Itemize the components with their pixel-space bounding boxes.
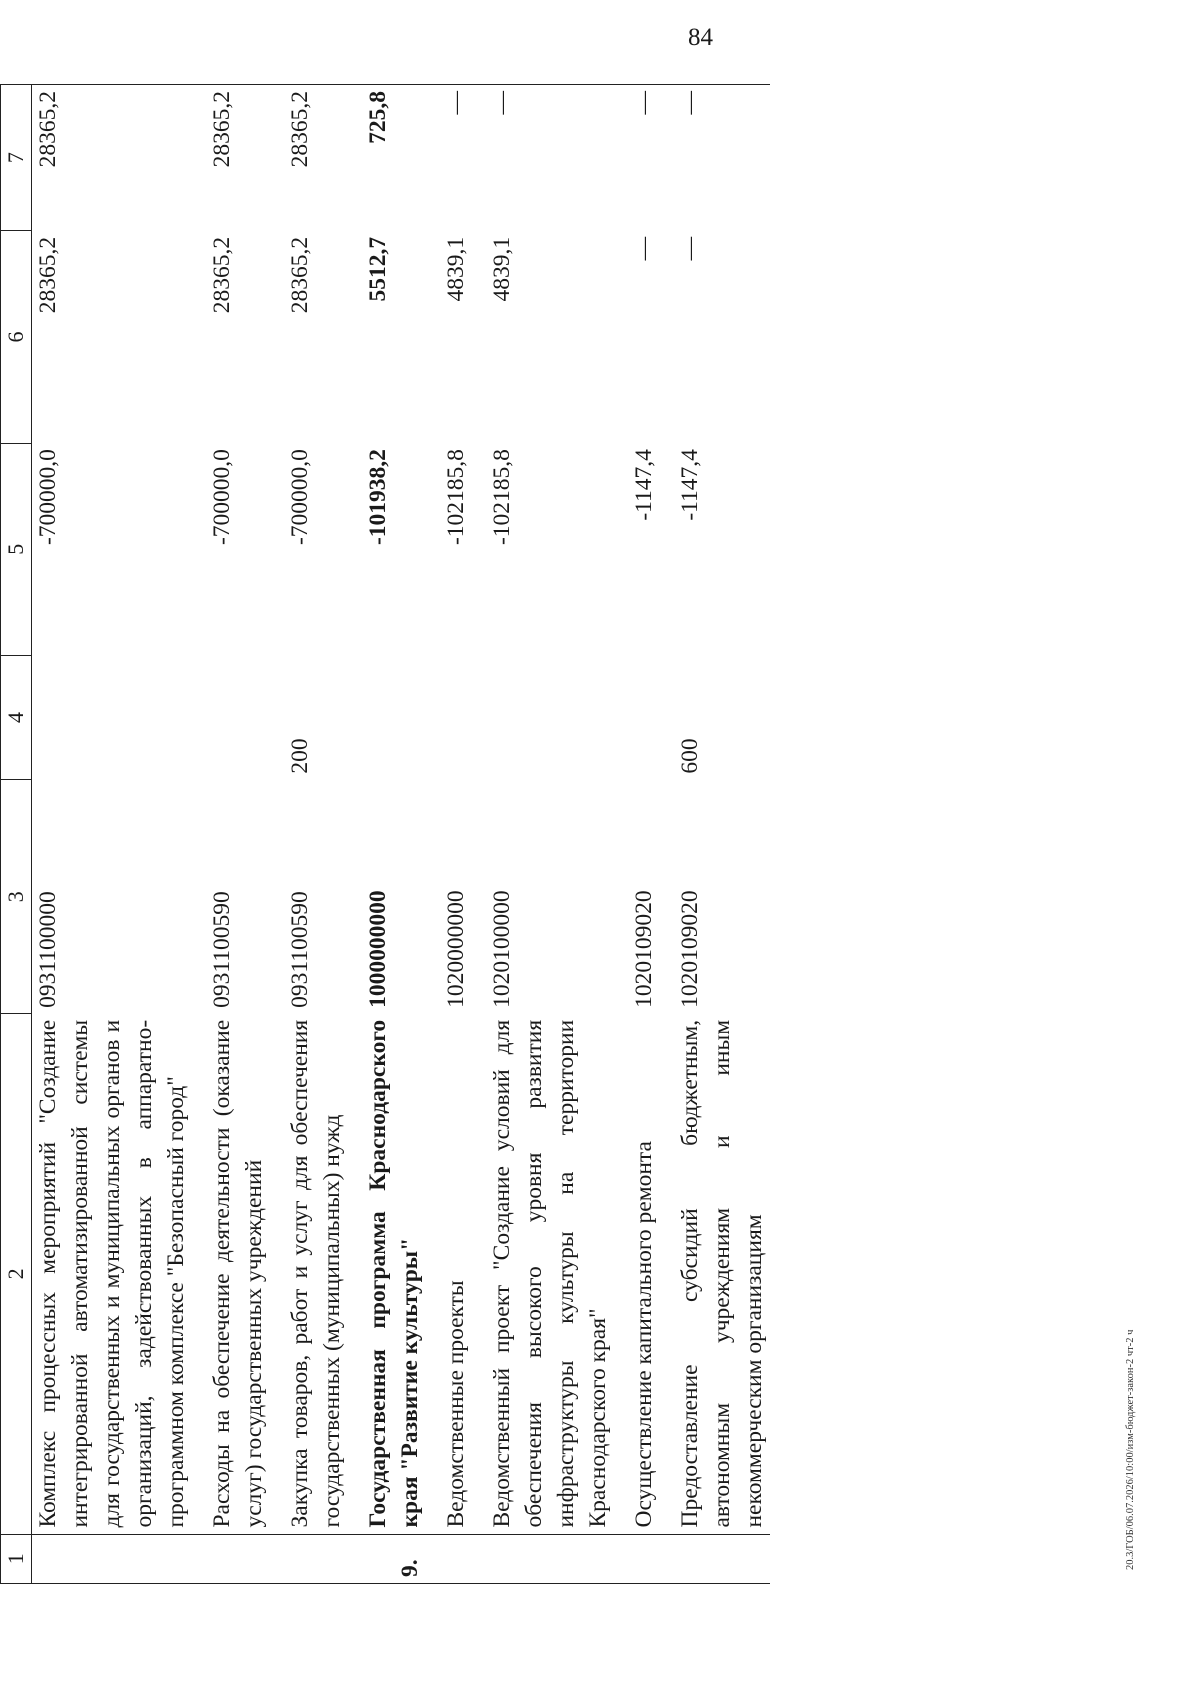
row-col7-cell: — (628, 85, 660, 231)
row-col5-cell: -700000,0 (35, 449, 61, 546)
row-code-cell: 1000000000 (365, 890, 391, 1008)
row-number-cell (628, 1534, 660, 1583)
rotated-page-content (0, 84, 896, 1584)
row-number-cell (674, 1534, 770, 1583)
row-col5-cell: -700000,0 (209, 449, 235, 546)
row-type-cell (206, 655, 270, 779)
row-type-cell (32, 655, 193, 779)
header-col-3: 3 (1, 780, 32, 1014)
table-row (362, 85, 426, 1584)
header-col-5: 5 (1, 443, 32, 655)
row-type-cell (628, 655, 660, 779)
row-name-cell: Осуществление капитального ремонта (631, 1141, 657, 1528)
row-col7-cell: — (486, 85, 614, 231)
header-col-4: 4 (1, 655, 32, 779)
row-col5-cell: -1147,4 (631, 449, 657, 521)
header-col-1: 1 (1, 1534, 32, 1583)
table-header-row (1, 85, 32, 1584)
row-col7-cell: 28365,2 (32, 85, 193, 231)
row-col5-cell: -700000,0 (287, 449, 313, 546)
row-col7-cell: 28365,2 (284, 85, 348, 231)
row-name-cell: Комплекс процессных мероприятий "Создание интегрированной автоматизированной системы для государственных и муниципальных органов и организаций, задействованных в аппаратно-программном комплексе "Безопасный город" (35, 1019, 189, 1528)
table-row (674, 85, 770, 1584)
row-type-cell (486, 655, 614, 779)
row-code-cell: 1020109020 (677, 890, 703, 1008)
table-row (628, 85, 660, 1584)
row-code-cell: 0931100590 (209, 891, 235, 1008)
row-code-cell: 0931100000 (35, 891, 61, 1008)
row-code-cell: 0931100590 (287, 891, 313, 1008)
row-col5-cell: -101938,2 (365, 449, 391, 546)
table-row (284, 85, 348, 1584)
row-type-cell (440, 655, 472, 779)
row-code-cell: 1020000000 (443, 890, 469, 1008)
table-row (32, 85, 193, 1584)
row-col6-cell: 4839,1 (489, 236, 515, 302)
row-col7-cell: — (440, 85, 472, 231)
row-number-cell (486, 1534, 614, 1583)
row-name-cell: Ведомственные проекты (443, 1280, 469, 1528)
row-col6-cell: — (631, 236, 657, 261)
table-row (206, 85, 270, 1584)
row-col6-cell: 28365,2 (209, 236, 235, 314)
row-col6-cell: 5512,7 (365, 236, 391, 302)
row-col6-cell: 28365,2 (35, 236, 61, 314)
row-col7-cell: 28365,2 (206, 85, 270, 231)
row-type-cell (362, 655, 426, 779)
row-col6-cell: 4839,1 (443, 236, 469, 302)
row-type-cell: 200 (287, 738, 313, 774)
row-code-cell: 1020109020 (631, 890, 657, 1008)
table-row (486, 85, 614, 1584)
row-col6-cell: 28365,2 (287, 236, 313, 314)
row-number-cell: 9. (362, 1534, 426, 1583)
row-number-cell (32, 1534, 193, 1583)
row-col5-cell: -1147,4 (677, 449, 703, 521)
row-name-cell: Государственная программа Краснодарского края "Развитие культуры" (365, 1019, 423, 1528)
budget-table (0, 84, 770, 1584)
row-name-cell: Ведомственный проект "Создание условий для обеспечения высокого уровня развития инфраструктуры культуры на территории Краснодарского края" (489, 1019, 611, 1528)
row-name-cell: Расходы на обеспечение деятельности (оказание услуг) государственных учреждений (209, 1019, 267, 1528)
header-col-7: 7 (1, 85, 32, 231)
row-col6-cell: — (677, 236, 703, 261)
header-col-2: 2 (1, 1014, 32, 1534)
row-number-cell (440, 1534, 472, 1583)
header-col-6: 6 (1, 231, 32, 443)
document-footer-code: 20.3/ГОБ/06.07.2026/10:00/изм-бюджет-закон-2 чт-2 ч (1125, 1329, 1136, 1570)
row-col7-cell: — (674, 85, 770, 231)
page-number: 84 (688, 24, 713, 51)
row-number-cell (284, 1534, 348, 1583)
row-col7-cell: 725,8 (362, 85, 426, 231)
table-row (440, 85, 472, 1584)
row-number-cell (206, 1534, 270, 1583)
row-col5-cell: -102185,8 (489, 449, 515, 546)
row-name-cell: Закупка товаров, работ и услуг для обеспечения государственных (муниципальных) нужд (287, 1019, 345, 1528)
row-code-cell: 1020100000 (489, 890, 515, 1008)
row-type-cell: 600 (677, 738, 703, 774)
row-name-cell: Предоставление субсидий бюджетным, автономным учреждениям и иным некоммерческим организациям (677, 1019, 767, 1528)
row-col5-cell: -102185,8 (443, 449, 469, 546)
